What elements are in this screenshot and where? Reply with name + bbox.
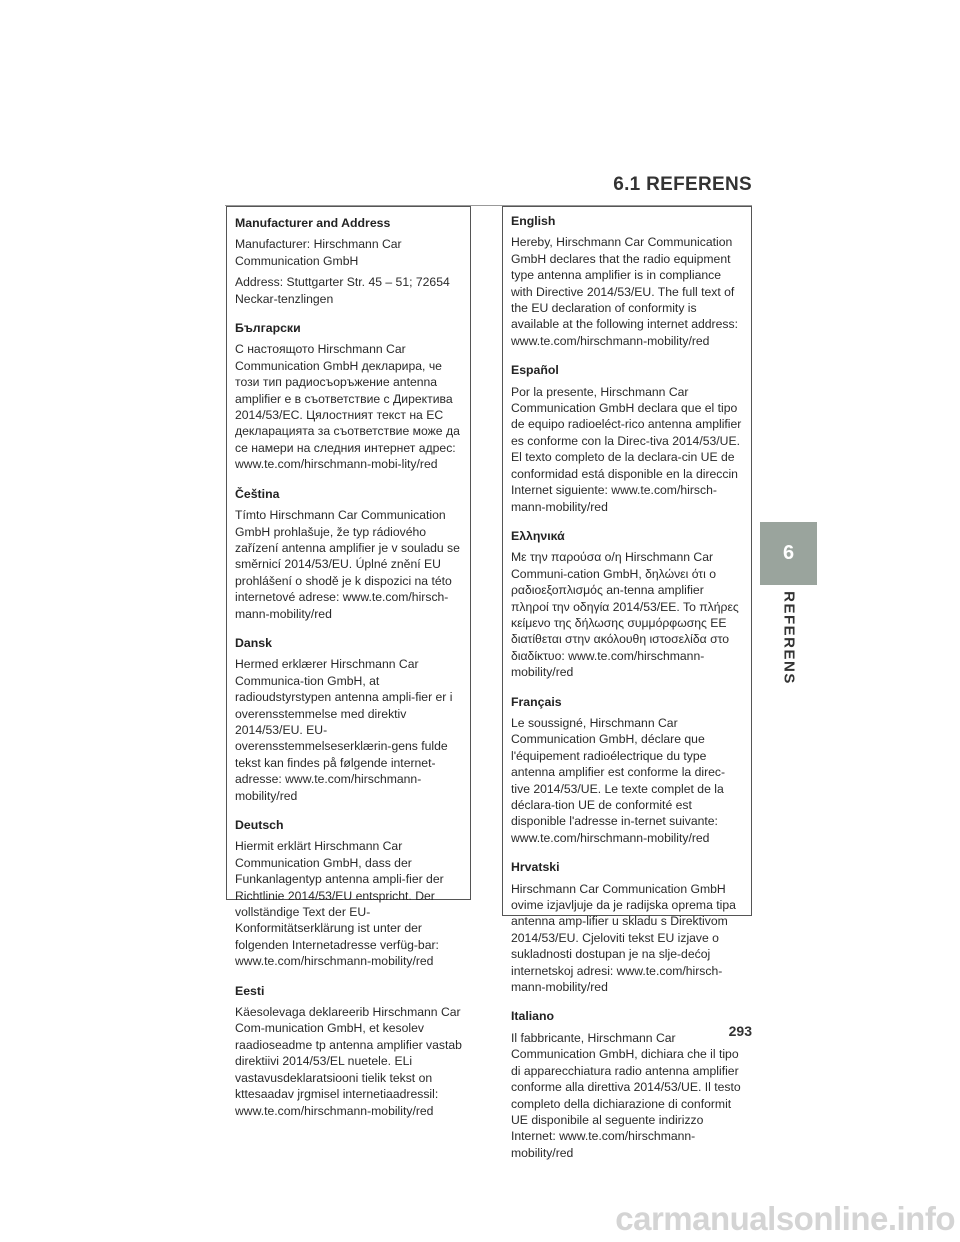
- section-greek: [511, 528, 743, 681]
- section-title: Hrvatski: [511, 860, 560, 875]
- section-title: Español: [511, 363, 559, 378]
- section-czech: [235, 486, 462, 622]
- section-title: Eesti: [235, 983, 265, 998]
- section-paragraph: Hiermit erklärt Hirschmann Car Communication GmbH, dass der Funkanlagentyp antenna ampli-fier der Richtlinie 2014/53/EU entspricht. Der vollständige Text der EU-Konformitätserklärung ist unter der folgenden Internetadresse verfüg-bar: www.te.com/hirschmann-mobility/red: [235, 839, 444, 969]
- section-paragraph: Hermed erklærer Hirschmann Car Communica-tion GmbH, at radioudstyrstypen antenna ampli-fier er i overensstemmelse med direktiv 2014/53/EU. EU-overensstemmelseserklærin-gens fulde tekst kan findes på følgende internet-adresse: www.te.com/hirschmann-mobility/red: [235, 657, 453, 803]
- section-paragraph: Address: Stuttgarter Str. 45 – 51; 72654 Neckar-tenzlingen: [235, 275, 450, 306]
- section-title: Deutsch: [235, 818, 284, 832]
- section-danish: [235, 635, 462, 804]
- section-title: Български: [235, 321, 301, 336]
- page-number: 293: [728, 1023, 752, 1039]
- section-paragraph: Manufacturer: Hirschmann Car Communication GmbH: [235, 237, 402, 268]
- declaration-box-left: [226, 206, 471, 1118]
- section-paragraph: Tímto Hirschmann Car Communication GmbH prohlašuje, že typ rádiového zařízení antenna amplifier je v souladu se směrnicí 2014/53/EU. Úplné znění EU prohlášení o shodě je k dispozici na této internetové adrese: www.te.com/hirsch-mann-mobility/red: [235, 508, 460, 621]
- section-title: Čeština: [235, 486, 280, 501]
- chapter-tab-label: [757, 585, 820, 690]
- section-paragraph: Hirschmann Car Communication GmbH ovime izjavljuje da je radijska oprema tipa antenna amp-lifier u skladu s Direktivom 2014/53/EU. Cjeloviti tekst EU izjave o sukladnosti dostupan je na slje-dećoj internetskoj adresi: www.te.com/hirsch-mann-mobility/red: [511, 881, 736, 995]
- section-croatian: [511, 859, 743, 995]
- section-paragraph: Le soussigné, Hirschmann Car Communication GmbH, déclare que l'équipement radioélectrique du type antenna amplifier est conforme la direc-tive 2014/53/UE. Le texte complet de la déclara-tion UE de conformité est disponible l'adresse in-ternet suivante: www.te.com/hirschmann-mobility/red: [511, 715, 726, 845]
- section-paragraph: Käesolevaga deklareerib Hirschmann Car Com-munication GmbH, et kesolev raadioseadme tp antenna amplifier vastab direktiivi 2014/53/EL nuetele. ELi vastavusdeklaratsiooni tielik tekst on kttesaadav jrgmisel internetiaadressil: www.te.com/hirschmann-mobility/red: [235, 1005, 462, 1118]
- chapter-tab-number[interactable]: 6: [760, 522, 817, 585]
- section-paragraph: Por la presente, Hirschmann Car Communication GmbH declara que el tipo de equipo radioeléct-rico antenna amplifier es conforme con la Direc-tiva 2014/53/UE. El texto completo de la declara-cin UE de conformidad está disponible en la direccin Internet siguiente: www.te.com/hirsch-mann-mobility/red: [511, 384, 742, 514]
- section-title: Dansk: [235, 635, 272, 650]
- section-title: Italiano: [511, 1009, 555, 1024]
- section-paragraph: Hereby, Hirschmann Car Communication GmbH declares that the radio equipment type antenna amplifier is in compliance with Directive 2014/53/EU. The full text of the EU declaration of conformity is available at the following internet address: www.te.com/hirschmann-mobility/red: [511, 235, 738, 348]
- section-paragraph: Με την παρούσα ο/η Hirschmann Car Communi-cation GmbH, δηλώνει ότι ο ραδιοεξοπλισμός an-tenna amplifier πληροί την οδηγία 2014/53/ΕΕ. Το πλήρες κείμενο της δήλωσης συμμόρφωσης ΕΕ διατίθεται στην ακόλουθη ιστοσελίδα στο διαδίκτυο: www.te.com/hirschmann-mobility/red: [511, 550, 739, 680]
- section-header-title: 6.1 REFERENS: [613, 174, 752, 195]
- section-title: English: [511, 214, 556, 228]
- section-title: Manufacturer and Address: [235, 216, 391, 230]
- section-german: [235, 817, 462, 970]
- section-title: Français: [511, 694, 562, 709]
- section-paragraph: С настоящото Hirschmann Car Communication GmbH декларира, че този тип радиосъоръжение antenna amplifier е в съответствие с Директива 2014/53/ЕС. Цялостният текст на ЕС декларацията за съответствие може да се намери на следния интернет адрес: www.te.com/hirschmann-mobi-lity/red: [235, 342, 460, 472]
- section-estonian: [235, 983, 462, 1119]
- section-spanish: [511, 362, 743, 515]
- section-paragraph: Il fabbricante, Hirschmann Car Communication GmbH, dichiara che il tipo di apparecchiatura radio antenna amplifier conforme alla direttiva 2014/53/UE. Il testo completo della dichiarazione di conformit UE disponibile al seguente indirizzo Internet: www.te.com/hirschmann-mobility/red: [511, 1030, 741, 1160]
- section-french: [511, 694, 743, 847]
- section-title: Ελληνικά: [511, 528, 565, 543]
- section-english: [511, 213, 743, 349]
- section-manufacturer: [235, 215, 462, 307]
- watermark-text: carmanualsonline.info: [615, 1200, 955, 1237]
- chapter-tab-label-text: REFERENS: [780, 590, 797, 685]
- section-bulgarian: [235, 320, 462, 473]
